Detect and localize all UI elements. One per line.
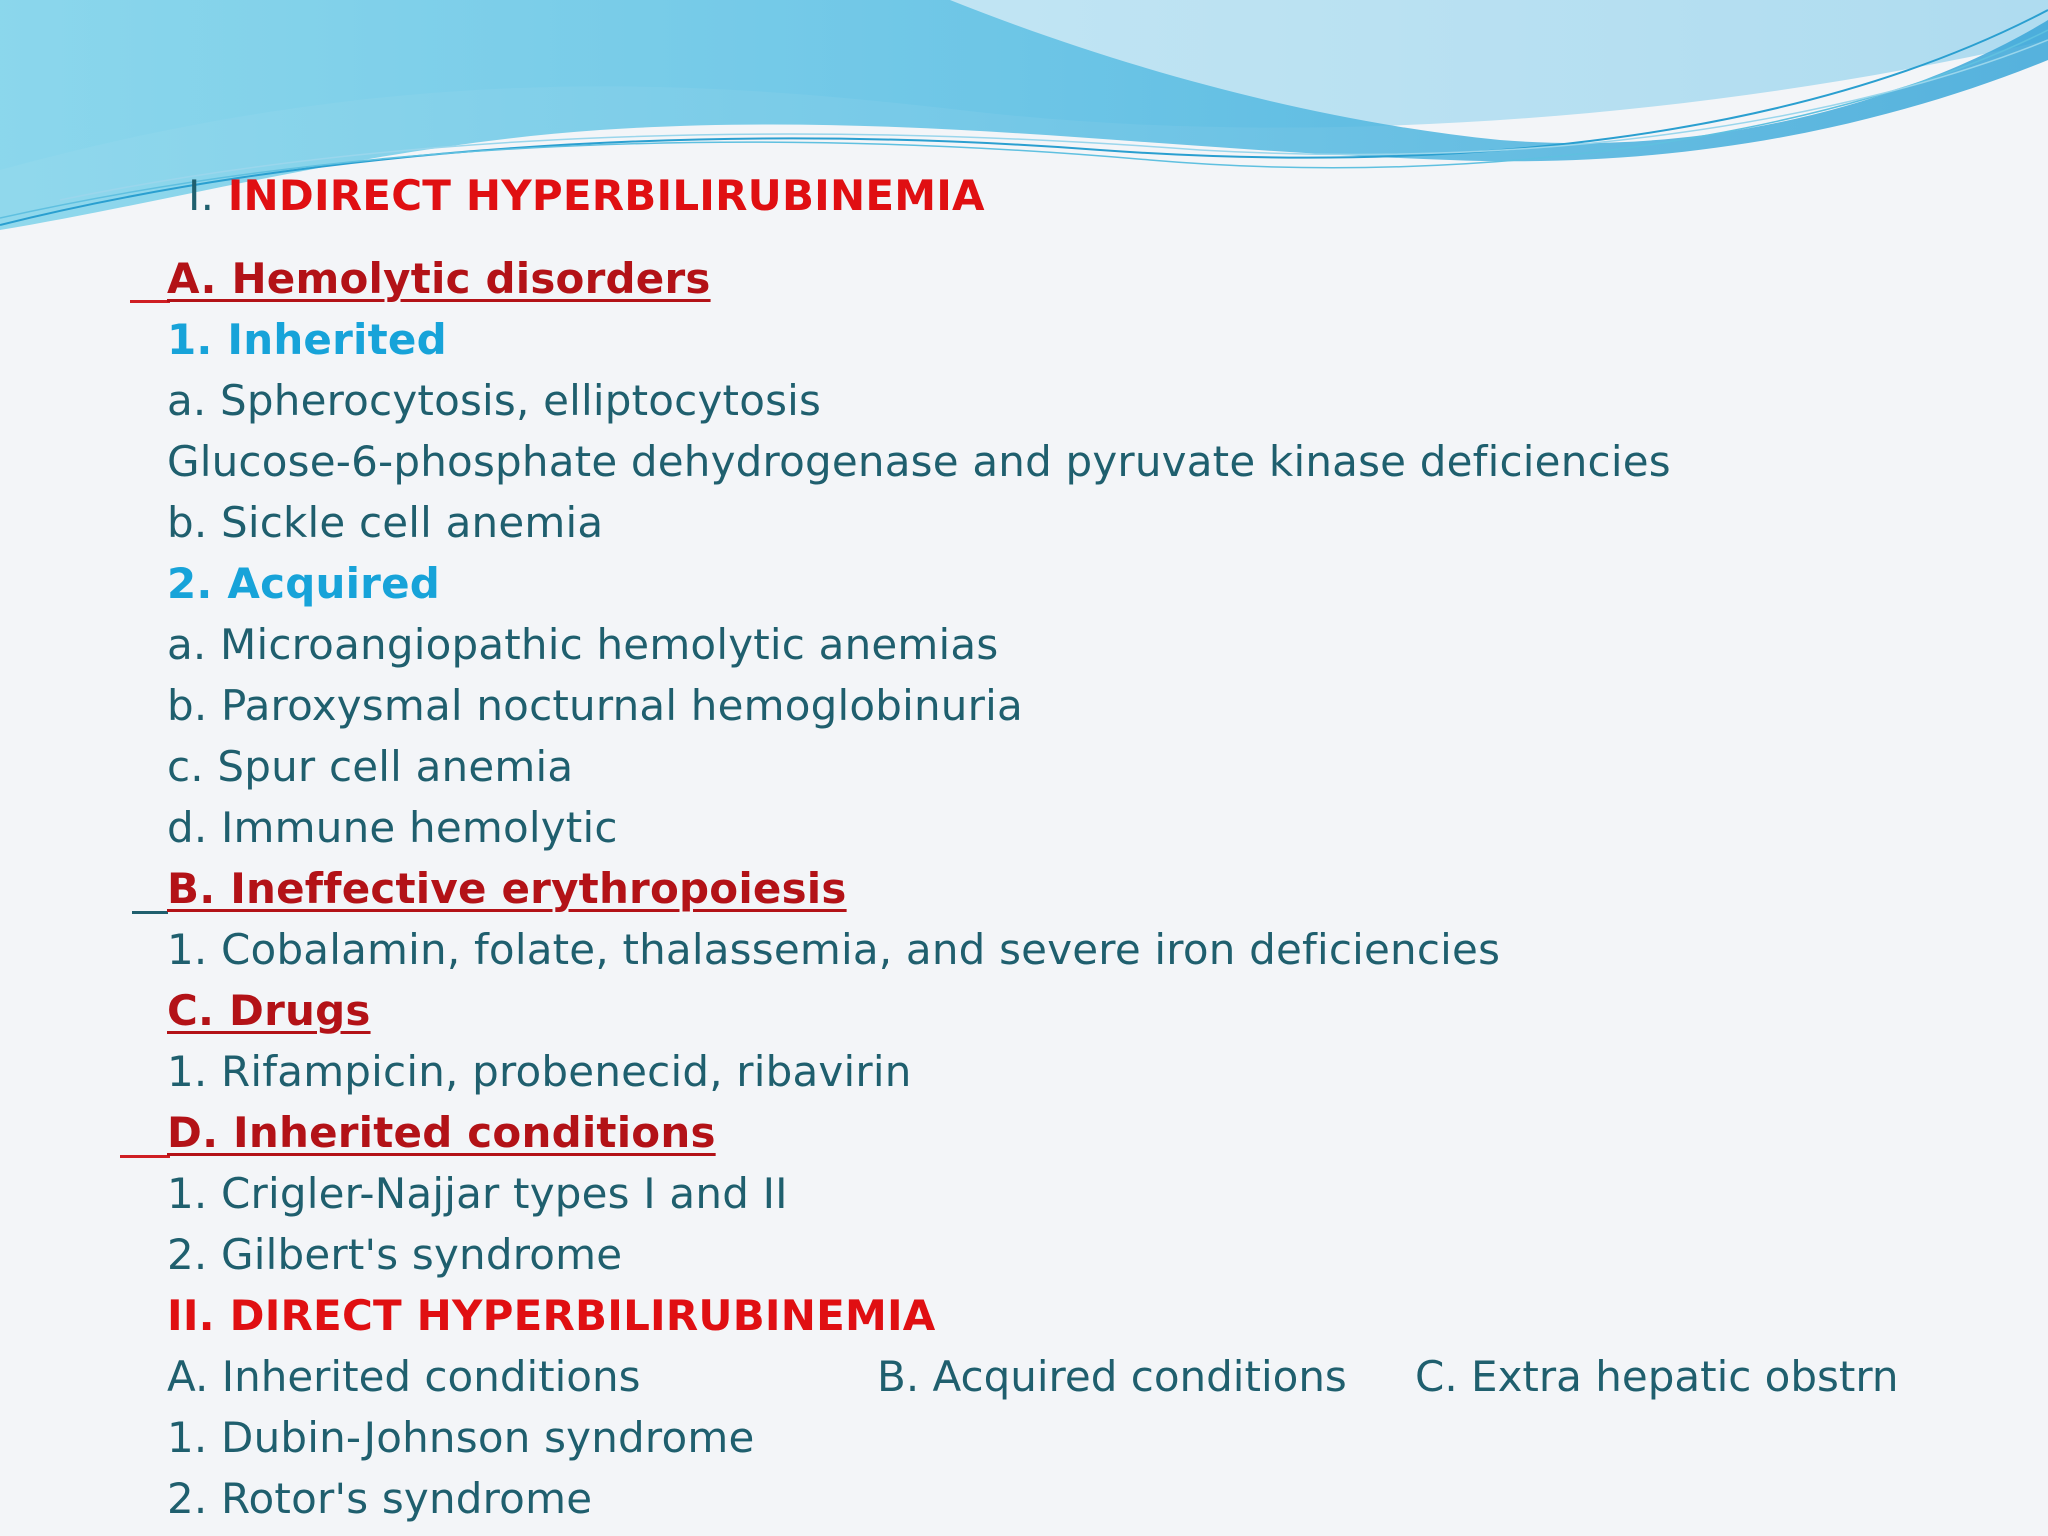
section-c-title <box>167 985 371 1037</box>
section-a-title <box>167 253 711 305</box>
section-b-item-1: 1. Cobalamin, folate, thalassemia, and severe iron deficiencies <box>167 925 1501 974</box>
heading-roman: I. <box>188 171 228 220</box>
section-a-title-text: A. Hemolytic disorders <box>167 254 711 303</box>
section-c-title-text: C. Drugs <box>167 986 371 1035</box>
direct-item-2: 2. Rotor's syndrome <box>167 1474 593 1523</box>
direct-item-1: 1. Dubin-Johnson syndrome <box>167 1413 755 1462</box>
acquired-title: 2. Acquired <box>167 559 441 608</box>
direct-column-c: C. Extra hepatic obstrn <box>1415 1352 1899 1401</box>
acquired-item-3: c. Spur cell anemia <box>167 742 574 791</box>
inherited-item-3: b. Sickle cell anemia <box>167 498 604 547</box>
section-b-title-text: B. Ineffective erythropoiesis <box>167 864 847 913</box>
direct-title: II. DIRECT HYPERBILIRUBINEMIA <box>167 1291 936 1340</box>
main-heading <box>188 170 985 222</box>
acquired-item-4: d. Immune hemolytic <box>167 803 618 852</box>
inherited-item-1: a. Spherocytosis, elliptocytosis <box>167 376 822 425</box>
inherited-item-2: Glucose-6-phosphate dehydrogenase and pyruvate kinase deficiencies <box>167 437 1671 486</box>
section-d-item-2: 2. Gilbert's syndrome <box>167 1230 623 1279</box>
section-d-title <box>167 1107 716 1159</box>
section-b-title <box>167 863 847 915</box>
section-d-title-text: D. Inherited conditions <box>167 1108 716 1157</box>
heading-title: INDIRECT HYPERBILIRUBINEMIA <box>227 171 985 220</box>
section-c-item-1: 1. Rifampicin, probenecid, ribavirin <box>167 1047 912 1096</box>
section-b-lead-rule <box>132 911 168 914</box>
acquired-item-1: a. Microangiopathic hemolytic anemias <box>167 620 999 669</box>
inherited-title: 1. Inherited <box>167 315 447 364</box>
direct-column-b: B. Acquired conditions <box>877 1352 1347 1401</box>
acquired-item-2: b. Paroxysmal nocturnal hemoglobinuria <box>167 681 1023 730</box>
section-d-item-1: 1. Crigler-Najjar types I and II <box>167 1169 788 1218</box>
section-d-lead-rule <box>120 1155 170 1158</box>
section-a-lead-rule <box>130 300 170 303</box>
direct-column-a: A. Inherited conditions <box>167 1352 641 1401</box>
